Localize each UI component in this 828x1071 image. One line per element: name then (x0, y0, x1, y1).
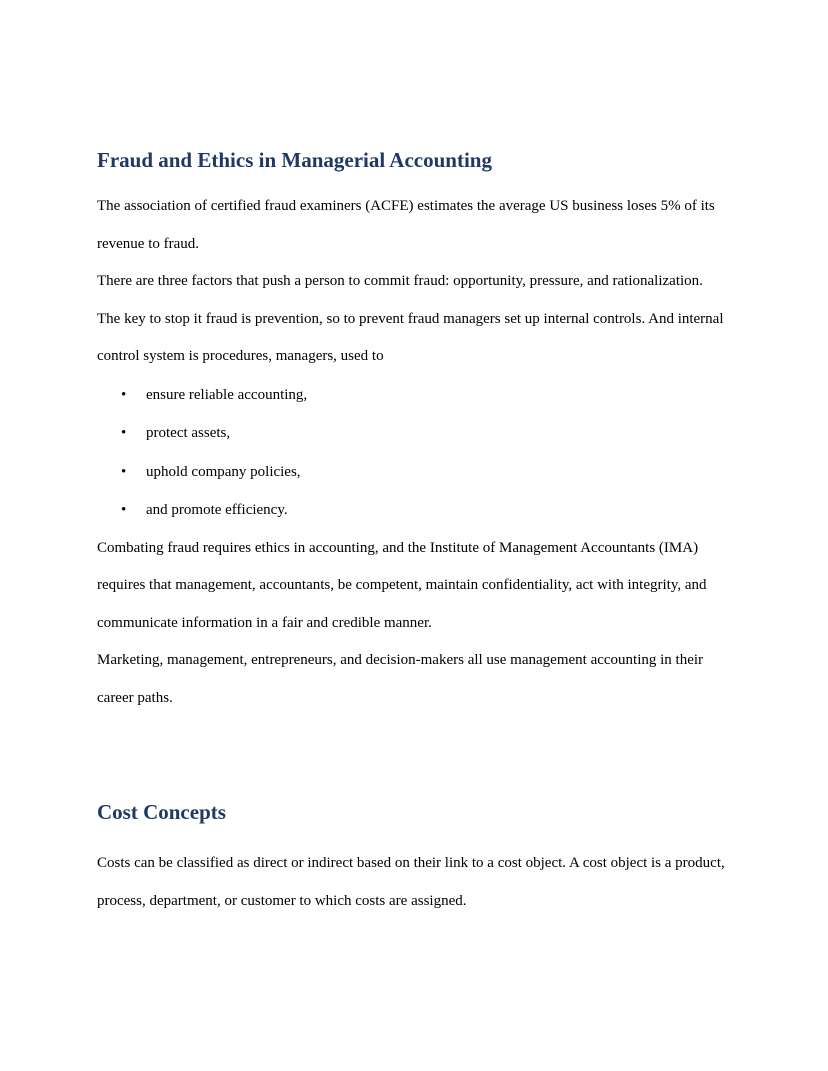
internal-control-list (97, 376, 737, 530)
list-item (97, 414, 737, 453)
paragraph-cost-objects: Costs can be classified as direct or indirect based on their link to a cost object. A cost object is a product, process, department, or customer to which costs are assigned. (97, 855, 725, 909)
paragraph-acfe: The association of certified fraud examiners (ACFE) estimates the average US business loses 5% of its revenue to fraud. (97, 198, 715, 252)
bullet-icon: • (121, 425, 127, 441)
bullet-icon: • (121, 502, 127, 518)
paragraph-ima-ethics: Combating fraud requires ethics in accounting, and the Institute of Management Accountants (IMA) requires that management, accountants, be competent, maintain confidentiality, act with integrity, and communicate information in a fair and credible manner. (97, 539, 707, 631)
list-item-text: protect assets, (146, 425, 231, 441)
bullet-icon: • (121, 386, 127, 403)
paragraph-internal-controls: The key to stop it fraud is prevention, so to prevent fraud managers set up internal controls. And internal control system is procedures, managers, used to (97, 310, 724, 364)
section-body-cost-concepts (97, 845, 737, 920)
section-body-fraud-ethics (97, 188, 737, 717)
list-item (97, 491, 737, 530)
paragraph-career-paths: Marketing, management, entrepreneurs, and decision-makers all use management accounting in their career paths. (97, 652, 704, 706)
list-item (97, 453, 737, 492)
list-item-text: and promote efficiency. (146, 502, 288, 518)
section-heading-cost-concepts: Cost Concepts (97, 800, 226, 824)
list-item-text: ensure reliable accounting, (146, 386, 308, 403)
list-item (97, 376, 737, 415)
paragraph-fraud-factors: There are three factors that push a person to commit fraud: opportunity, pressure, and rationalization. (97, 273, 703, 289)
section-heading-fraud-ethics: Fraud and Ethics in Managerial Accounting (97, 148, 492, 172)
list-item-text: uphold company policies, (146, 463, 301, 480)
bullet-icon: • (121, 463, 127, 480)
